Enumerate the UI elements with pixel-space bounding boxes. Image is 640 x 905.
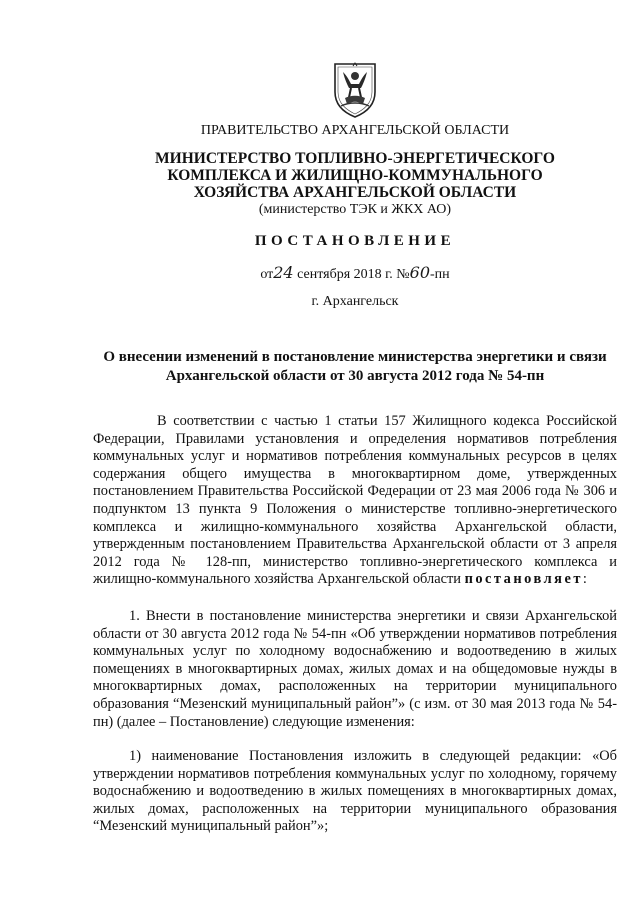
coat-of-arms-emblem bbox=[331, 62, 379, 118]
paragraph-text: В соответствии с частью 1 статьи 157 Жилищного кодекса Российской Федерации, Правилами установления и определения нормативов потребления коммунальных услуг и нормативов потребления коммунальных ресурсов в целях содержания общего имущества в многоквартирном доме, утвержденных постановлением Правительства Российской Федерации от 23 мая 2006 года № 306 и подпунктом 13 пункта 9 Положения о министерстве топливно-энергетического комплекса и жилищно-коммунального хозяйства Архангельской области, утвержденным постановлением Правительства Архангельской области от 3 апреля 2012 года № 128-пп, министерство топливно-энергетического комплекса и жилищно-коммунального хозяйства Архангельской области bbox=[93, 413, 617, 588]
ministry-short-name: (министерство ТЭК и ЖКХ АО) bbox=[258, 202, 452, 217]
paragraph-end: : bbox=[582, 571, 587, 588]
ministry-name-line: КОМПЛЕКСА И ЖИЛИЩНО-КОММУНАЛЬНОГО bbox=[167, 167, 543, 184]
city-name: г. Архангельск bbox=[311, 294, 399, 309]
decree-date-line bbox=[60, 263, 640, 283]
number-suffix: -пн bbox=[430, 267, 450, 282]
handwritten-number: 60 bbox=[409, 263, 431, 282]
resolution-word: постановляет bbox=[464, 571, 583, 588]
body-paragraph: 1) наименование Постановления изложить в следующей редакции: «Об утверждении нормативов потребления коммунальных услуг по холодному, горячему водоснабжению и водоотведению в жилых помещениях в многоквартирных домах, жилых домах, расположенных на территории муниципального образования “Мезенский муниципальный район”»; bbox=[93, 748, 617, 835]
decree-title-line: Архангельской области от 30 августа 2012 года № 54-пн bbox=[165, 368, 545, 384]
decree-title bbox=[80, 348, 630, 386]
ministry-name bbox=[60, 150, 640, 201]
body-paragraph: 1. Внести в постановление министерства энергетики и связи Архангельской области от 30 августа 2012 года № 54-пн «Об утверждении нормативов потребления коммунальных услуг по холодному водоснабжению и водоотведению в жилых помещениях в многоквартирных домах, жилых домах и на общедомовые нужды в многоквартирных домах, расположенных на территории муниципального образования “Мезенский муниципальный район”» (с изм. от 30 мая 2013 года № 54-пн) (далее – Постановление) следующие изменения: bbox=[93, 608, 617, 730]
ministry-name-line: ХОЗЯЙСТВА АРХАНГЕЛЬСКОЙ ОБЛАСТИ bbox=[193, 184, 517, 201]
date-prefix: от bbox=[260, 267, 274, 282]
handwritten-day: 24 bbox=[273, 263, 294, 282]
ministry-name-line: МИНИСТЕРСТВО ТОПЛИВНО-ЭНЕРГЕТИЧЕСКОГО bbox=[155, 150, 555, 167]
decree-title-line: О внесении изменений в постановление министерства энергетики и связи bbox=[103, 349, 607, 365]
document-type-heading: ПОСТАНОВЛЕНИЕ bbox=[254, 233, 456, 249]
body-paragraph bbox=[93, 413, 617, 589]
date-text: сентября 2018 г. № bbox=[293, 267, 410, 282]
government-name: ПРАВИТЕЛЬСТВО АРХАНГЕЛЬСКОЙ ОБЛАСТИ bbox=[200, 123, 510, 138]
